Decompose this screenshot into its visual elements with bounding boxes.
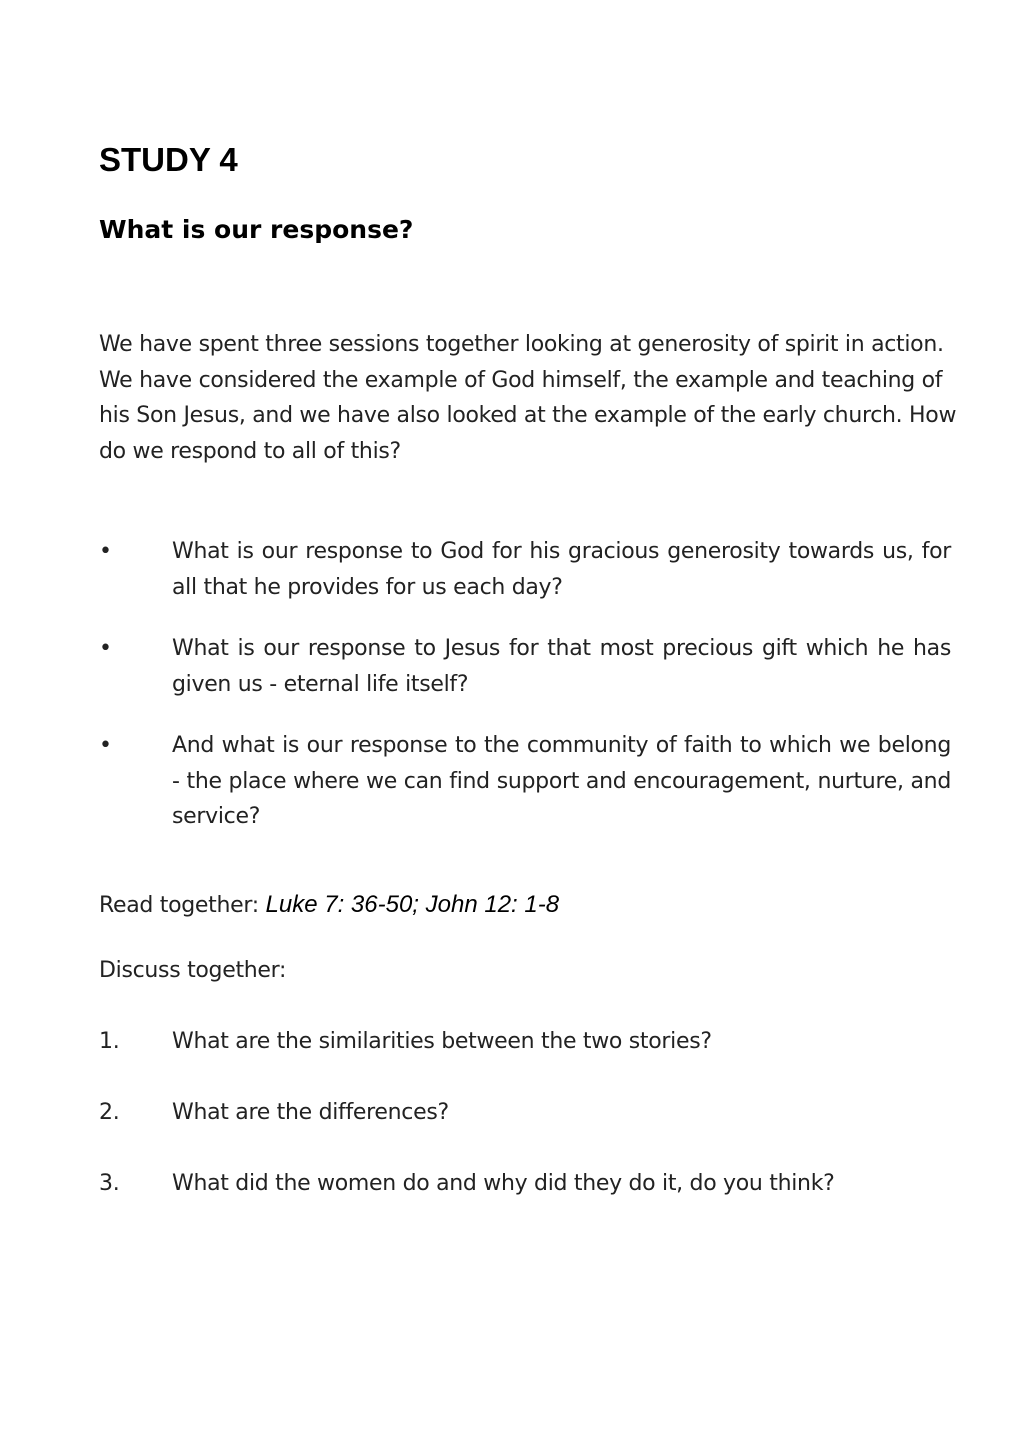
question-item [99, 1095, 959, 1131]
bullet-text: What is our response to Jesus for that most precious gift which he has given us - eternal life itself? [172, 636, 951, 697]
question-text: What are the similarities between the two stories? [172, 1029, 712, 1054]
study-title: STUDY 4 [99, 141, 238, 178]
bullet-text: What is our response to God for his gracious generosity towards us, for all that he provides for us each day? [172, 539, 951, 600]
scripture-reference: Luke 7: 36-50; John 12: 1-8 [265, 891, 560, 918]
question-number: 1. [99, 1029, 120, 1054]
question-number: 3. [99, 1171, 120, 1196]
bullet-text: And what is our response to the community of faith to which we belong - the place where we can find support and encouragement, nurture, and service? [172, 733, 951, 829]
response-bullet-list [99, 534, 951, 861]
bullet-item [99, 728, 951, 835]
question-text: What are the differences? [172, 1100, 449, 1125]
question-item [99, 1166, 959, 1202]
intro-paragraph: We have spent three sessions together looking at generosity of spirit in action. We have considered the example of God himself, the example and teaching of his Son Jesus, and we have also looked at the example of the early church. How do we respond to all of this? [99, 332, 957, 464]
question-text: What did the women do and why did they do it, do you think? [172, 1171, 835, 1196]
bullet-icon: • [99, 636, 112, 661]
bullet-icon: • [99, 733, 112, 758]
question-item [99, 1024, 959, 1060]
discuss-label: Discuss together: [99, 958, 287, 983]
question-number: 2. [99, 1100, 120, 1125]
study-subtitle: What is our response? [99, 215, 414, 244]
bullet-item [99, 534, 951, 605]
reading-line [99, 887, 559, 924]
bullet-item [99, 631, 951, 702]
bullet-icon: • [99, 539, 112, 564]
reading-label: Read together: [99, 893, 266, 918]
